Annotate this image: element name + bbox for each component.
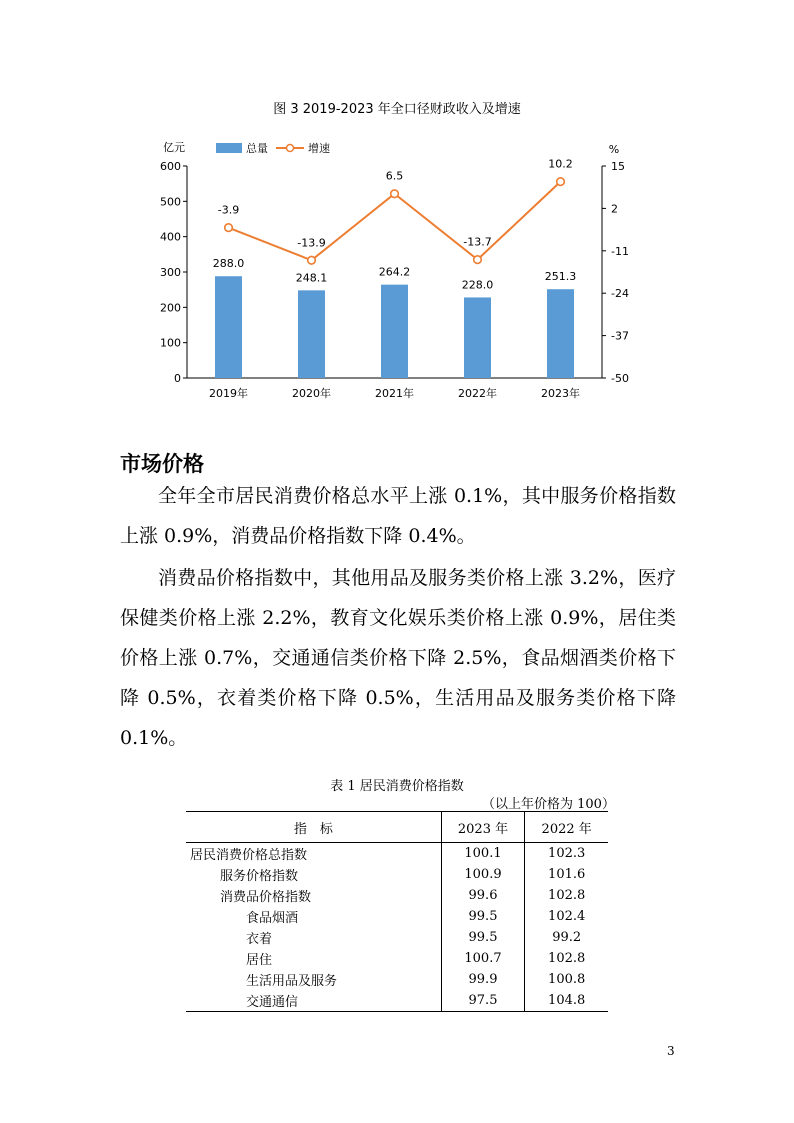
x-tick-label: 2019年: [209, 387, 248, 400]
x-tick-label: 2020年: [292, 387, 331, 400]
right-tick-label: -11: [611, 244, 629, 258]
table-row: [186, 906, 608, 927]
table-row: [186, 885, 608, 906]
cpi-table: [186, 811, 608, 1012]
row-2023: 100.1: [441, 843, 525, 865]
left-tick-label: 400: [160, 230, 181, 244]
x-tick-label: 2021年: [375, 387, 414, 400]
section-heading: 市场价格: [120, 452, 204, 476]
bar: [381, 285, 408, 378]
line-data-label: 6.5: [385, 169, 404, 183]
revenue-growth-chart: [0, 0, 794, 420]
table-row: [186, 864, 608, 885]
right-tick-label: -37: [611, 329, 629, 343]
line-data-label: -3.9: [217, 203, 240, 217]
row-name: 衣着: [186, 927, 441, 948]
bar: [464, 297, 491, 378]
growth-point: [391, 190, 399, 198]
line-data-label: -13.9: [297, 236, 326, 250]
growth-point: [225, 224, 233, 232]
row-2023: 99.6: [441, 885, 525, 906]
table-row: [186, 990, 608, 1012]
figure-title: 图 3 2019-2023 年全口径财政收入及增速: [273, 102, 521, 117]
bar-data-label: 288.0: [212, 257, 245, 271]
bar: [298, 290, 325, 378]
right-axis-label: %: [608, 143, 620, 156]
left-tick-label: 600: [160, 160, 181, 173]
row-2022: 102.4: [548, 909, 586, 924]
header-2022: 2022 年: [525, 812, 608, 843]
row-2022: 100.8: [548, 972, 586, 987]
right-tick-label: 15: [611, 160, 625, 173]
row-2023: 100.7: [441, 948, 525, 969]
row-2022: 104.8: [525, 990, 608, 1012]
right-tick-label: -50: [611, 372, 629, 385]
row-2022: 99.2: [552, 930, 582, 945]
row-2022: 102.8: [548, 888, 586, 903]
page-number: 3: [667, 1044, 675, 1058]
row-2023: 99.9: [441, 969, 525, 990]
bar: [547, 289, 574, 378]
legend-line-label: 增速: [308, 142, 330, 155]
growth-point: [474, 256, 482, 264]
row-2023: 99.5: [441, 927, 525, 948]
growth-point: [308, 256, 316, 264]
line-data-label: -13.7: [463, 235, 492, 249]
left-tick-label: 500: [160, 195, 181, 209]
row-name: 交通通信: [186, 990, 441, 1012]
bar-data-label: 251.3: [544, 270, 577, 284]
right-tick-label: 2: [611, 202, 618, 216]
legend-line-marker: [287, 145, 294, 152]
table-row: [186, 927, 608, 948]
row-name: 食品烟酒: [186, 906, 441, 927]
bar-data-label: 248.1: [295, 271, 328, 285]
legend-bar-swatch: [216, 143, 242, 153]
row-2023: 99.5: [441, 906, 525, 927]
table-row: [186, 969, 608, 990]
header-2023: 2023 年: [441, 812, 525, 843]
bar-data-label: 228.0: [461, 278, 494, 292]
right-tick-label: -24: [611, 287, 629, 301]
row-name: 居住: [186, 948, 441, 969]
line-data-label: 10.2: [548, 157, 573, 171]
table-row: [186, 843, 608, 865]
left-tick-label: 300: [160, 266, 181, 279]
x-tick-label: 2022年: [458, 387, 497, 400]
row-name: 服务价格指数: [186, 864, 441, 885]
row-name: 生活用品及服务: [186, 969, 441, 990]
row-name: 消费品价格指数: [186, 885, 441, 906]
row-name: 居民消费价格总指数: [186, 843, 441, 865]
legend-bar-label: 总量: [246, 142, 268, 155]
left-tick-label: 100: [160, 336, 181, 350]
row-2023: 97.5: [441, 990, 525, 1012]
left-axis-label: 亿元: [163, 141, 185, 154]
bar: [215, 276, 242, 378]
table-row: [186, 948, 608, 969]
row-2022: 102.8: [548, 951, 586, 966]
paragraph-2: 消费品价格指数中，其他用品及服务类价格上涨 3.2%，医疗保健类价格上涨 2.2%，教育文化娱乐类价格上涨 0.9%，居住类价格上涨 0.7%，交通通信类价格下降 2.5%，食品烟酒类价格下降 0.5%，衣着类价格下降 0.5%，生活用品及服务类价格下降 0.1%。: [120, 567, 676, 749]
row-2022: 102.3: [548, 846, 586, 861]
row-2022: 101.6: [548, 867, 586, 882]
table-title: 表 1 居民消费价格指数: [330, 779, 464, 794]
table-unit: （以上年价格为 100）: [482, 797, 615, 812]
header-indicator: 指 标: [186, 812, 441, 843]
bar-data-label: 264.2: [378, 265, 411, 279]
growth-point: [557, 178, 565, 186]
left-tick-label: 0: [174, 372, 181, 385]
paragraph-1: 全年全市居民消费价格总水平上涨 0.1%，其中服务价格指数上涨 0.9%，消费品价格指数下降 0.4%。: [120, 485, 676, 547]
table-header-row: [186, 812, 608, 843]
x-tick-label: 2023年: [541, 387, 580, 400]
row-2023: 100.9: [441, 864, 525, 885]
left-tick-label: 200: [160, 301, 181, 315]
